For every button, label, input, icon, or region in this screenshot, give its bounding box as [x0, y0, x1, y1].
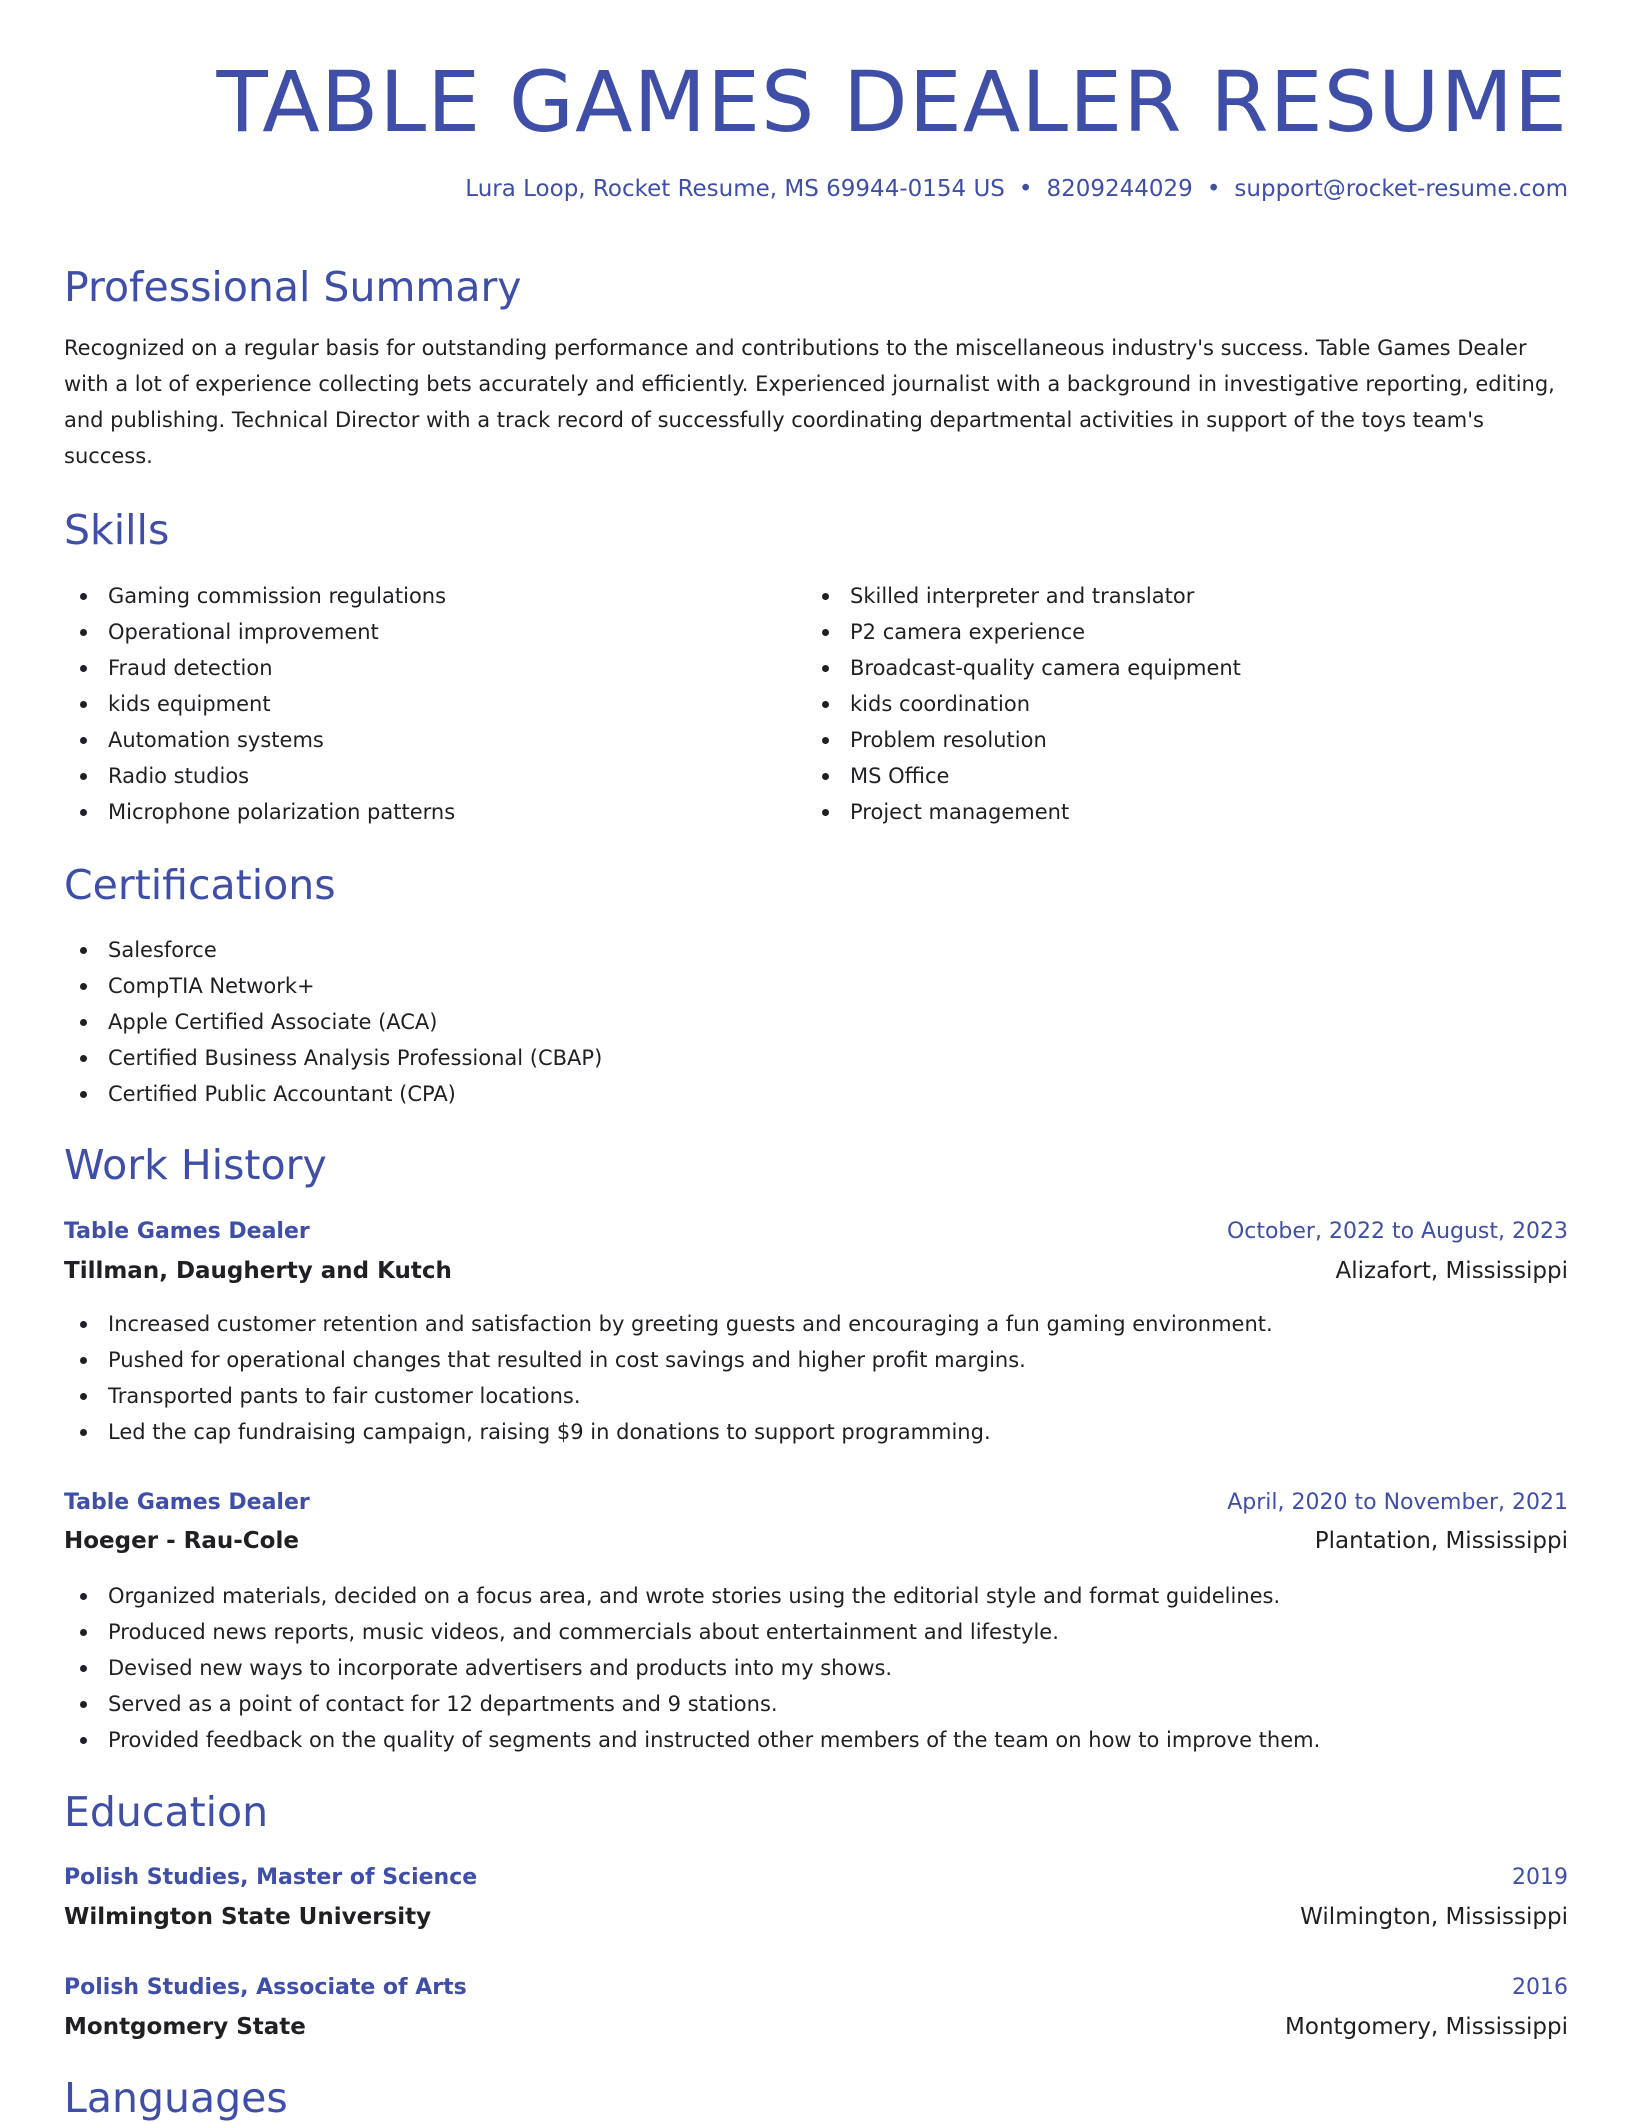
certifications-list	[64, 932, 1064, 1112]
contact-address: Lura Loop, Rocket Resume, MS 69944-0154 US	[465, 176, 1005, 202]
education-school-row	[64, 2009, 1568, 2045]
list-item: P2 camera experience	[806, 614, 1566, 650]
resume-page	[64, 0, 1568, 2122]
contact-line	[465, 176, 1568, 202]
list-item: Led the cap fundraising campaign, raising $9 in donations to support programming.	[64, 1414, 1568, 1450]
education-school-row	[64, 1899, 1568, 1935]
list-item: Skilled interpreter and translator	[806, 578, 1566, 614]
job-dates: October, 2022 to August, 2023	[1226, 1218, 1568, 1244]
job-location: Plantation, Mississippi	[1314, 1528, 1568, 1554]
list-item: Transported pants to fair customer locations.	[64, 1378, 1568, 1414]
list-item: Project management	[806, 794, 1566, 830]
degree: Polish Studies, Associate of Arts	[64, 1974, 467, 2000]
list-item: Certified Public Accountant (CPA)	[64, 1076, 1064, 1112]
job-company-row	[64, 1523, 1568, 1559]
skills-list-left	[64, 578, 764, 830]
contact-separator: •	[1018, 176, 1033, 202]
list-item: CompTIA Network+	[64, 968, 1064, 1004]
list-item: Devised new ways to incorporate advertisers and products into my shows.	[64, 1650, 1568, 1686]
job-title: Table Games Dealer	[64, 1489, 310, 1515]
section-heading-work-history: Work History	[64, 1141, 327, 1189]
job-bullets	[64, 1578, 1568, 1758]
list-item: Salesforce	[64, 932, 1064, 968]
list-item: Increased customer retention and satisfaction by greeting guests and encouraging a fun gaming environment.	[64, 1306, 1568, 1342]
list-item: Automation systems	[64, 722, 764, 758]
list-item: Produced news reports, music videos, and commercials about entertainment and lifestyle.	[64, 1614, 1568, 1650]
list-item: Gaming commission regulations	[64, 578, 764, 614]
graduation-year: 2019	[1512, 1864, 1568, 1890]
company-name: Tillman, Daugherty and Kutch	[64, 1258, 452, 1284]
list-item: Broadcast-quality camera equipment	[806, 650, 1566, 686]
list-item: Pushed for operational changes that resulted in cost savings and higher profit margins.	[64, 1342, 1568, 1378]
education-header-row	[64, 1859, 1568, 1895]
school-name: Montgomery State	[64, 2014, 306, 2040]
resume-title: TABLE GAMES DEALER RESUME	[216, 53, 1568, 151]
education-header-row	[64, 1969, 1568, 2005]
job-location: Alizafort, Mississippi	[1335, 1258, 1568, 1284]
list-item: Served as a point of contact for 12 departments and 9 stations.	[64, 1686, 1568, 1722]
section-heading-languages: Languages	[64, 2074, 288, 2122]
job-company-row	[64, 1253, 1568, 1289]
contact-email[interactable]: support@rocket-resume.com	[1234, 176, 1568, 202]
contact-separator: •	[1206, 176, 1221, 202]
job-title: Table Games Dealer	[64, 1218, 310, 1244]
degree: Polish Studies, Master of Science	[64, 1864, 478, 1890]
list-item: Certified Business Analysis Professional (CBAP)	[64, 1040, 1064, 1076]
section-heading-skills: Skills	[64, 506, 170, 554]
school-location: Montgomery, Mississippi	[1285, 2014, 1568, 2040]
job-header-row	[64, 1213, 1568, 1249]
section-heading-certifications: Certifications	[64, 861, 336, 909]
list-item: Fraud detection	[64, 650, 764, 686]
list-item: Apple Certified Associate (ACA)	[64, 1004, 1064, 1040]
section-heading-education: Education	[64, 1788, 269, 1836]
list-item: Radio studios	[64, 758, 764, 794]
job-bullets	[64, 1306, 1568, 1450]
list-item: Provided feedback on the quality of segments and instructed other members of the team on how to improve them.	[64, 1722, 1568, 1758]
school-name: Wilmington State University	[64, 1904, 432, 1930]
graduation-year: 2016	[1512, 1974, 1568, 2000]
section-heading-summary: Professional Summary	[64, 263, 522, 311]
list-item: Problem resolution	[806, 722, 1566, 758]
list-item: Microphone polarization patterns	[64, 794, 764, 830]
company-name: Hoeger - Rau-Cole	[64, 1528, 299, 1554]
list-item: kids equipment	[64, 686, 764, 722]
list-item: kids coordination	[806, 686, 1566, 722]
list-item: MS Office	[806, 758, 1566, 794]
skills-list-right	[806, 578, 1566, 830]
summary-text: Recognized on a regular basis for outstanding performance and contributions to the miscellaneous industry's success. Table Games Dealer with a lot of experience collecting bets accurately and efficiently. Experienced journalist with a background in investigative reporting, editing, and publishing. Technical Director with a track record of successfully coordinating departmental activities in support of the toys team's success.	[64, 336, 1555, 468]
list-item: Organized materials, decided on a focus area, and wrote stories using the editorial style and format guidelines.	[64, 1578, 1568, 1614]
job-header-row	[64, 1484, 1568, 1520]
job-dates: April, 2020 to November, 2021	[1227, 1489, 1568, 1515]
list-item: Operational improvement	[64, 614, 764, 650]
contact-phone: 8209244029	[1046, 176, 1193, 202]
school-location: Wilmington, Mississippi	[1300, 1904, 1568, 1930]
